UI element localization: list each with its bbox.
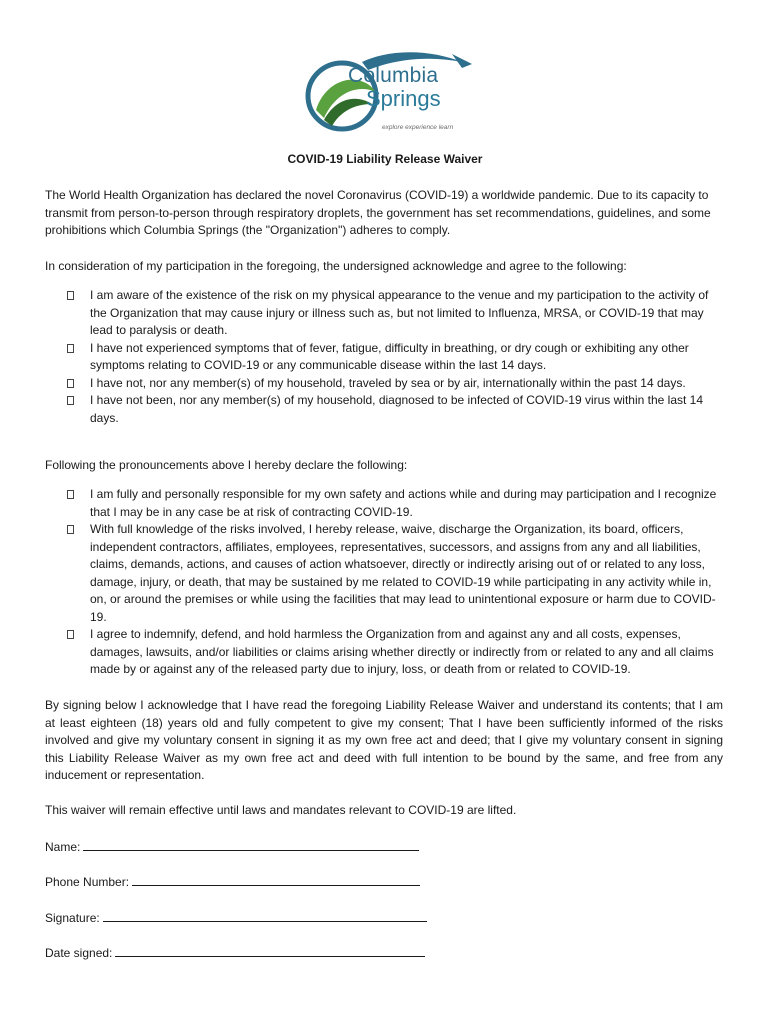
name-label: Name: <box>45 840 81 854</box>
logo-name-line2: Springs <box>366 86 441 111</box>
date-input-line[interactable] <box>115 944 425 957</box>
following-paragraph: Following the pronouncements above I hereby declare the following: <box>45 458 408 472</box>
acknowledgement-list <box>66 287 726 427</box>
checkbox-icon <box>67 525 74 534</box>
list-item-text: I am fully and personally responsible for my own safety and actions while and during may participation and I recognize that I may be in any case be at risk of contracting COVID-19. <box>90 487 717 519</box>
phone-input-line[interactable] <box>132 873 420 886</box>
signature-input-line[interactable] <box>103 909 427 922</box>
list-item <box>66 375 726 393</box>
intro-paragraph: The World Health Organization has declared the novel Coronavirus (COVID-19) a worldwide pandemic. Due to its capacity to transmit from person-to-person through respiratory droplets, the government has set recommendations, guidelines, and some prohibitions which Columbia Springs (the "Organization") adheres to comply. <box>45 188 711 237</box>
list-item <box>66 392 726 427</box>
checkbox-icon <box>67 344 74 353</box>
declaration-list <box>66 486 726 679</box>
list-item-text: With full knowledge of the risks involved, I hereby release, waive, discharge the Organization, its board, officers, independent contractors, affiliates, employees, representatives, successors, and assigns from any and all liabilities, claims, demands, actions, and causes of action whatsoever, directly or indirectly arising out of or related to any loss, damage, injury, or death, that may be sustained by me related to COVID-19 while participating in any activity while in, on, or around the premises or while using the facilities that may lead to unintentional exposure or harm due to COVID-19. <box>90 522 716 624</box>
list-item-text: I agree to indemnify, defend, and hold harmless the Organization from and against any and all costs, expenses, damages, lawsuits, and/or liabilities or claims arising whether directly or indirectly from or related to any and all claims made by or against any of the released party due to injury, loss, or death from or related to COVID-19. <box>90 627 714 676</box>
list-item <box>66 287 726 340</box>
checkbox-icon <box>67 396 74 405</box>
date-field[interactable] <box>45 944 425 962</box>
list-item <box>66 340 726 375</box>
effective-paragraph: This waiver will remain effective until laws and mandates relevant to COVID-19 are lifted. <box>45 803 517 817</box>
list-item-text: I have not been, nor any member(s) of my household, diagnosed to be infected of COVID-19 virus within the last 14 days. <box>90 393 704 425</box>
signing-paragraph: By signing below I acknowledge that I have read the foregoing Liability Release Waiver and understand its contents; that I am at least eighteen (18) years old and fully competent to give my consent; That I have been sufficiently informed of the risks involved and give my voluntary consent in signing it as my own free act and deed; that I give my voluntary consent in signing this Liability Release Waiver as my own free act and deed with full intention to be bound by the same, and free from any inducement or representation. <box>45 698 723 782</box>
list-item-text: I have not experienced symptoms that of fever, fatigue, difficulty in breathing, or dry cough or exhibiting any other symptoms relating to COVID-19 or any communicable disease within the last 14 days. <box>90 340 689 372</box>
phone-field[interactable] <box>45 873 420 891</box>
checkbox-icon <box>67 291 74 300</box>
name-field[interactable] <box>45 838 419 856</box>
logo-tagline: explore experience learn <box>382 124 454 131</box>
list-item-text: I am aware of the existence of the risk on my physical appearance to the venue and my participation to the activity of the Organization that may cause injury or illness such as, but not limited to Influenza, MRSA, or COVID-19 that may lead to paralysis or death. <box>90 288 709 337</box>
signature-field[interactable] <box>45 909 427 927</box>
list-item <box>66 486 726 521</box>
list-item <box>66 521 726 626</box>
logo-name-line1: Columbia <box>348 64 439 87</box>
checkbox-icon <box>67 490 74 499</box>
document-title: COVID-19 Liability Release Waiver <box>287 152 483 166</box>
phone-label: Phone Number: <box>45 875 130 889</box>
checkbox-icon <box>67 379 74 388</box>
list-item-text: I have not, nor any member(s) of my household, traveled by sea or by air, internationally within the past 14 days. <box>90 375 686 390</box>
signature-label: Signature: <box>45 911 100 925</box>
list-item <box>66 626 726 679</box>
date-label: Date signed: <box>45 946 113 960</box>
name-input-line[interactable] <box>83 838 419 851</box>
checkbox-icon <box>67 630 74 639</box>
columbia-springs-logo <box>302 48 482 138</box>
consideration-paragraph: In consideration of my participation in the foregoing, the undersigned acknowledge and agree to the following: <box>45 259 627 273</box>
